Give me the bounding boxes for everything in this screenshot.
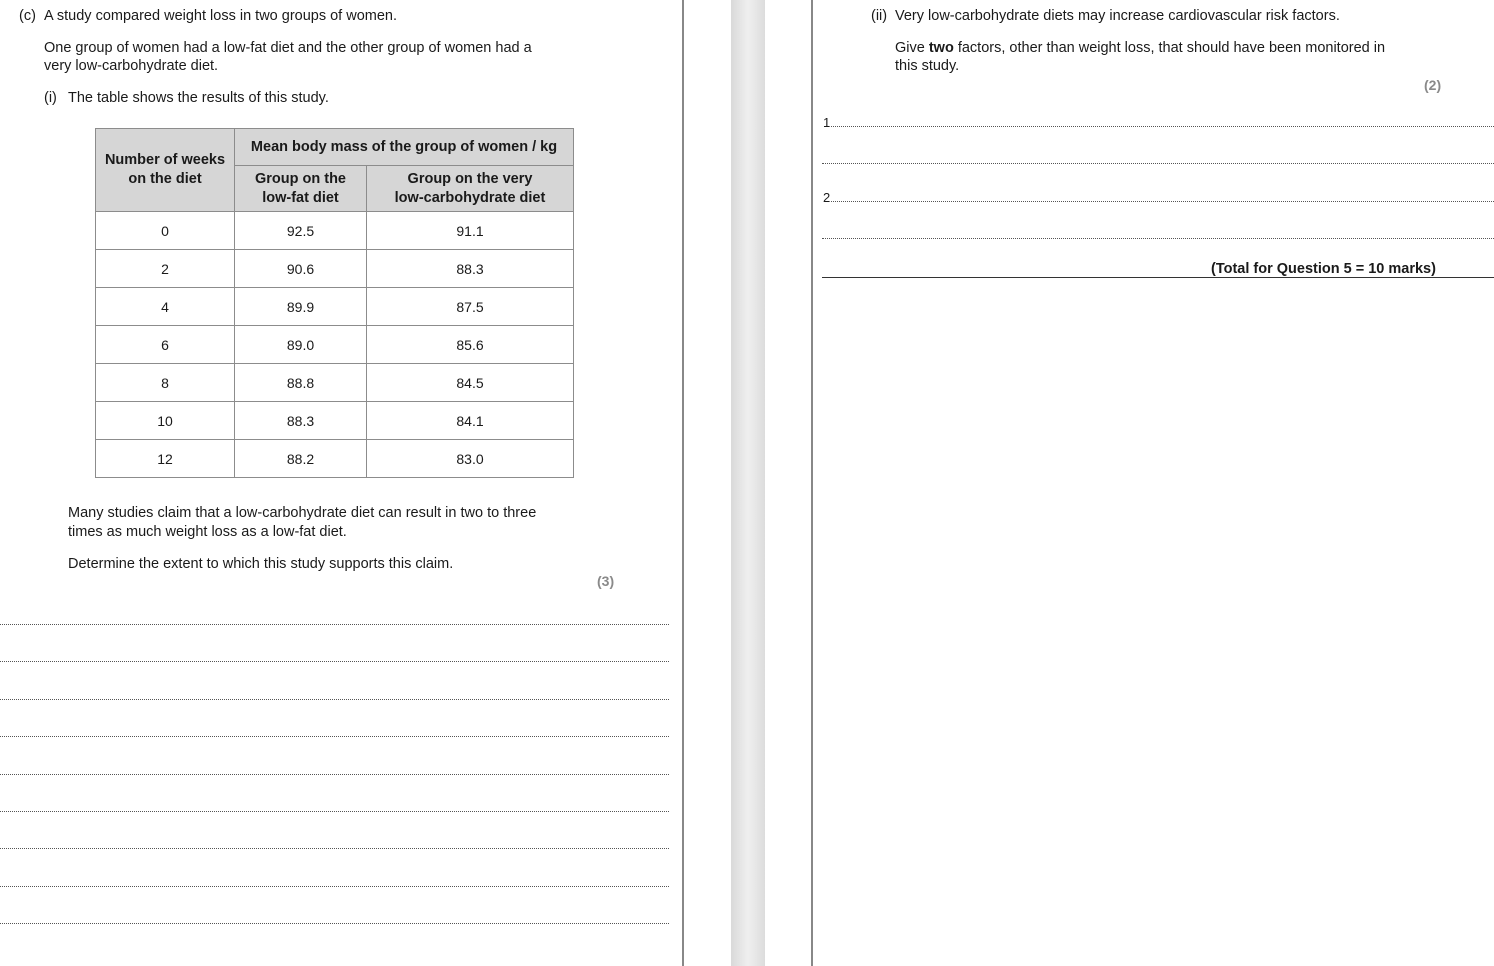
- give-prefix: Give: [895, 40, 929, 56]
- low-fat-cell: 88.2: [235, 440, 367, 478]
- answer-line[interactable]: [0, 699, 669, 700]
- page-gutter: [731, 0, 765, 966]
- sub-ii-label: (ii): [871, 8, 888, 24]
- weeks-cell: 0: [96, 212, 235, 250]
- weeks-header-line2: on the diet: [128, 171, 202, 187]
- low-carb-cell: 85.6: [367, 326, 574, 364]
- give-two-instruction-line2: this study.: [895, 58, 960, 74]
- answer-line[interactable]: [0, 661, 669, 662]
- low-carb-cell: 83.0: [367, 440, 574, 478]
- low-carb-cell: 91.1: [367, 212, 574, 250]
- part-c-intro: A study compared weight loss in two groups of women.: [44, 8, 398, 24]
- groups-description-line2: very low-carbohydrate diet.: [44, 58, 219, 74]
- table-row: [96, 440, 574, 478]
- answer-line[interactable]: [0, 774, 669, 775]
- mean-body-mass-header: Mean body mass of the group of women / kg: [235, 129, 574, 166]
- marks-3: (3): [597, 573, 615, 589]
- low-carb-cell: 84.5: [367, 364, 574, 402]
- sub-ii-text: Very low-carbohydrate diets may increase cardiovascular risk factors.: [895, 8, 1340, 24]
- weeks-cell: 4: [96, 288, 235, 326]
- answer-line[interactable]: [0, 848, 669, 849]
- table-row: [96, 364, 574, 402]
- part-c-label: (c): [19, 8, 36, 24]
- low-fat-cell: 88.8: [235, 364, 367, 402]
- low-carb-cell: 88.3: [367, 250, 574, 288]
- answer-line[interactable]: [822, 238, 1494, 239]
- low-carb-header-line2: low-carbohydrate diet: [394, 189, 546, 206]
- page-edge-right: [811, 0, 813, 966]
- answer-line[interactable]: [0, 736, 669, 737]
- weeks-cell: 6: [96, 326, 235, 364]
- weeks-cell: 12: [96, 440, 235, 478]
- answer-line[interactable]: [822, 163, 1494, 164]
- answer-line[interactable]: [0, 811, 669, 812]
- marks-2: (2): [1424, 77, 1442, 93]
- page-edge-left: [682, 0, 684, 966]
- table-row: [96, 250, 574, 288]
- low-fat-cell: 92.5: [235, 212, 367, 250]
- low-fat-cell: 88.3: [235, 402, 367, 440]
- weeks-cell: 8: [96, 364, 235, 402]
- low-carb-cell: 84.1: [367, 402, 574, 440]
- weeks-header: [96, 129, 235, 212]
- low-fat-header: [235, 166, 367, 212]
- answer-line[interactable]: [831, 126, 1494, 127]
- answer-2-label: 2: [823, 190, 831, 205]
- answer-line[interactable]: [0, 886, 669, 887]
- table-row: [96, 402, 574, 440]
- answer-line[interactable]: [831, 201, 1494, 202]
- sub-i-text: The table shows the results of this study.: [68, 90, 329, 106]
- table-row: [96, 326, 574, 364]
- answer-line[interactable]: [0, 923, 669, 924]
- low-carb-header-line1: Group on the very: [407, 170, 533, 187]
- sub-i-label: (i): [44, 90, 57, 106]
- answer-1-label: 1: [823, 115, 831, 130]
- low-fat-cell: 90.6: [235, 250, 367, 288]
- claim-line1: Many studies claim that a low-carbohydrate diet can result in two to three: [68, 505, 537, 521]
- low-fat-cell: 89.9: [235, 288, 367, 326]
- low-fat-header-line2: low-fat diet: [262, 189, 339, 206]
- low-carb-cell: 87.5: [367, 288, 574, 326]
- give-suffix: factors, other than weight loss, that should have been monitored in: [953, 40, 1386, 56]
- give-emphasis: two: [928, 40, 954, 56]
- give-two-instruction: [895, 39, 1385, 57]
- low-carb-header: [367, 166, 574, 212]
- weeks-cell: 10: [96, 402, 235, 440]
- question-total: (Total for Question 5 = 10 marks): [1211, 261, 1436, 277]
- answer-line[interactable]: [0, 624, 669, 625]
- table-row: [96, 212, 574, 250]
- low-fat-header-line1: Group on the: [254, 170, 346, 187]
- results-table: [95, 128, 574, 478]
- groups-description-line1: One group of women had a low-fat diet and the other group of women had a: [44, 40, 532, 56]
- total-underline: [822, 277, 1494, 278]
- weeks-header-line1: Number of weeks: [104, 152, 226, 168]
- table-row: [96, 288, 574, 326]
- weeks-cell: 2: [96, 250, 235, 288]
- instruction-text: Determine the extent to which this study supports this claim.: [68, 556, 454, 572]
- low-fat-cell: 89.0: [235, 326, 367, 364]
- claim-line2: times as much weight loss as a low-fat diet.: [68, 524, 347, 540]
